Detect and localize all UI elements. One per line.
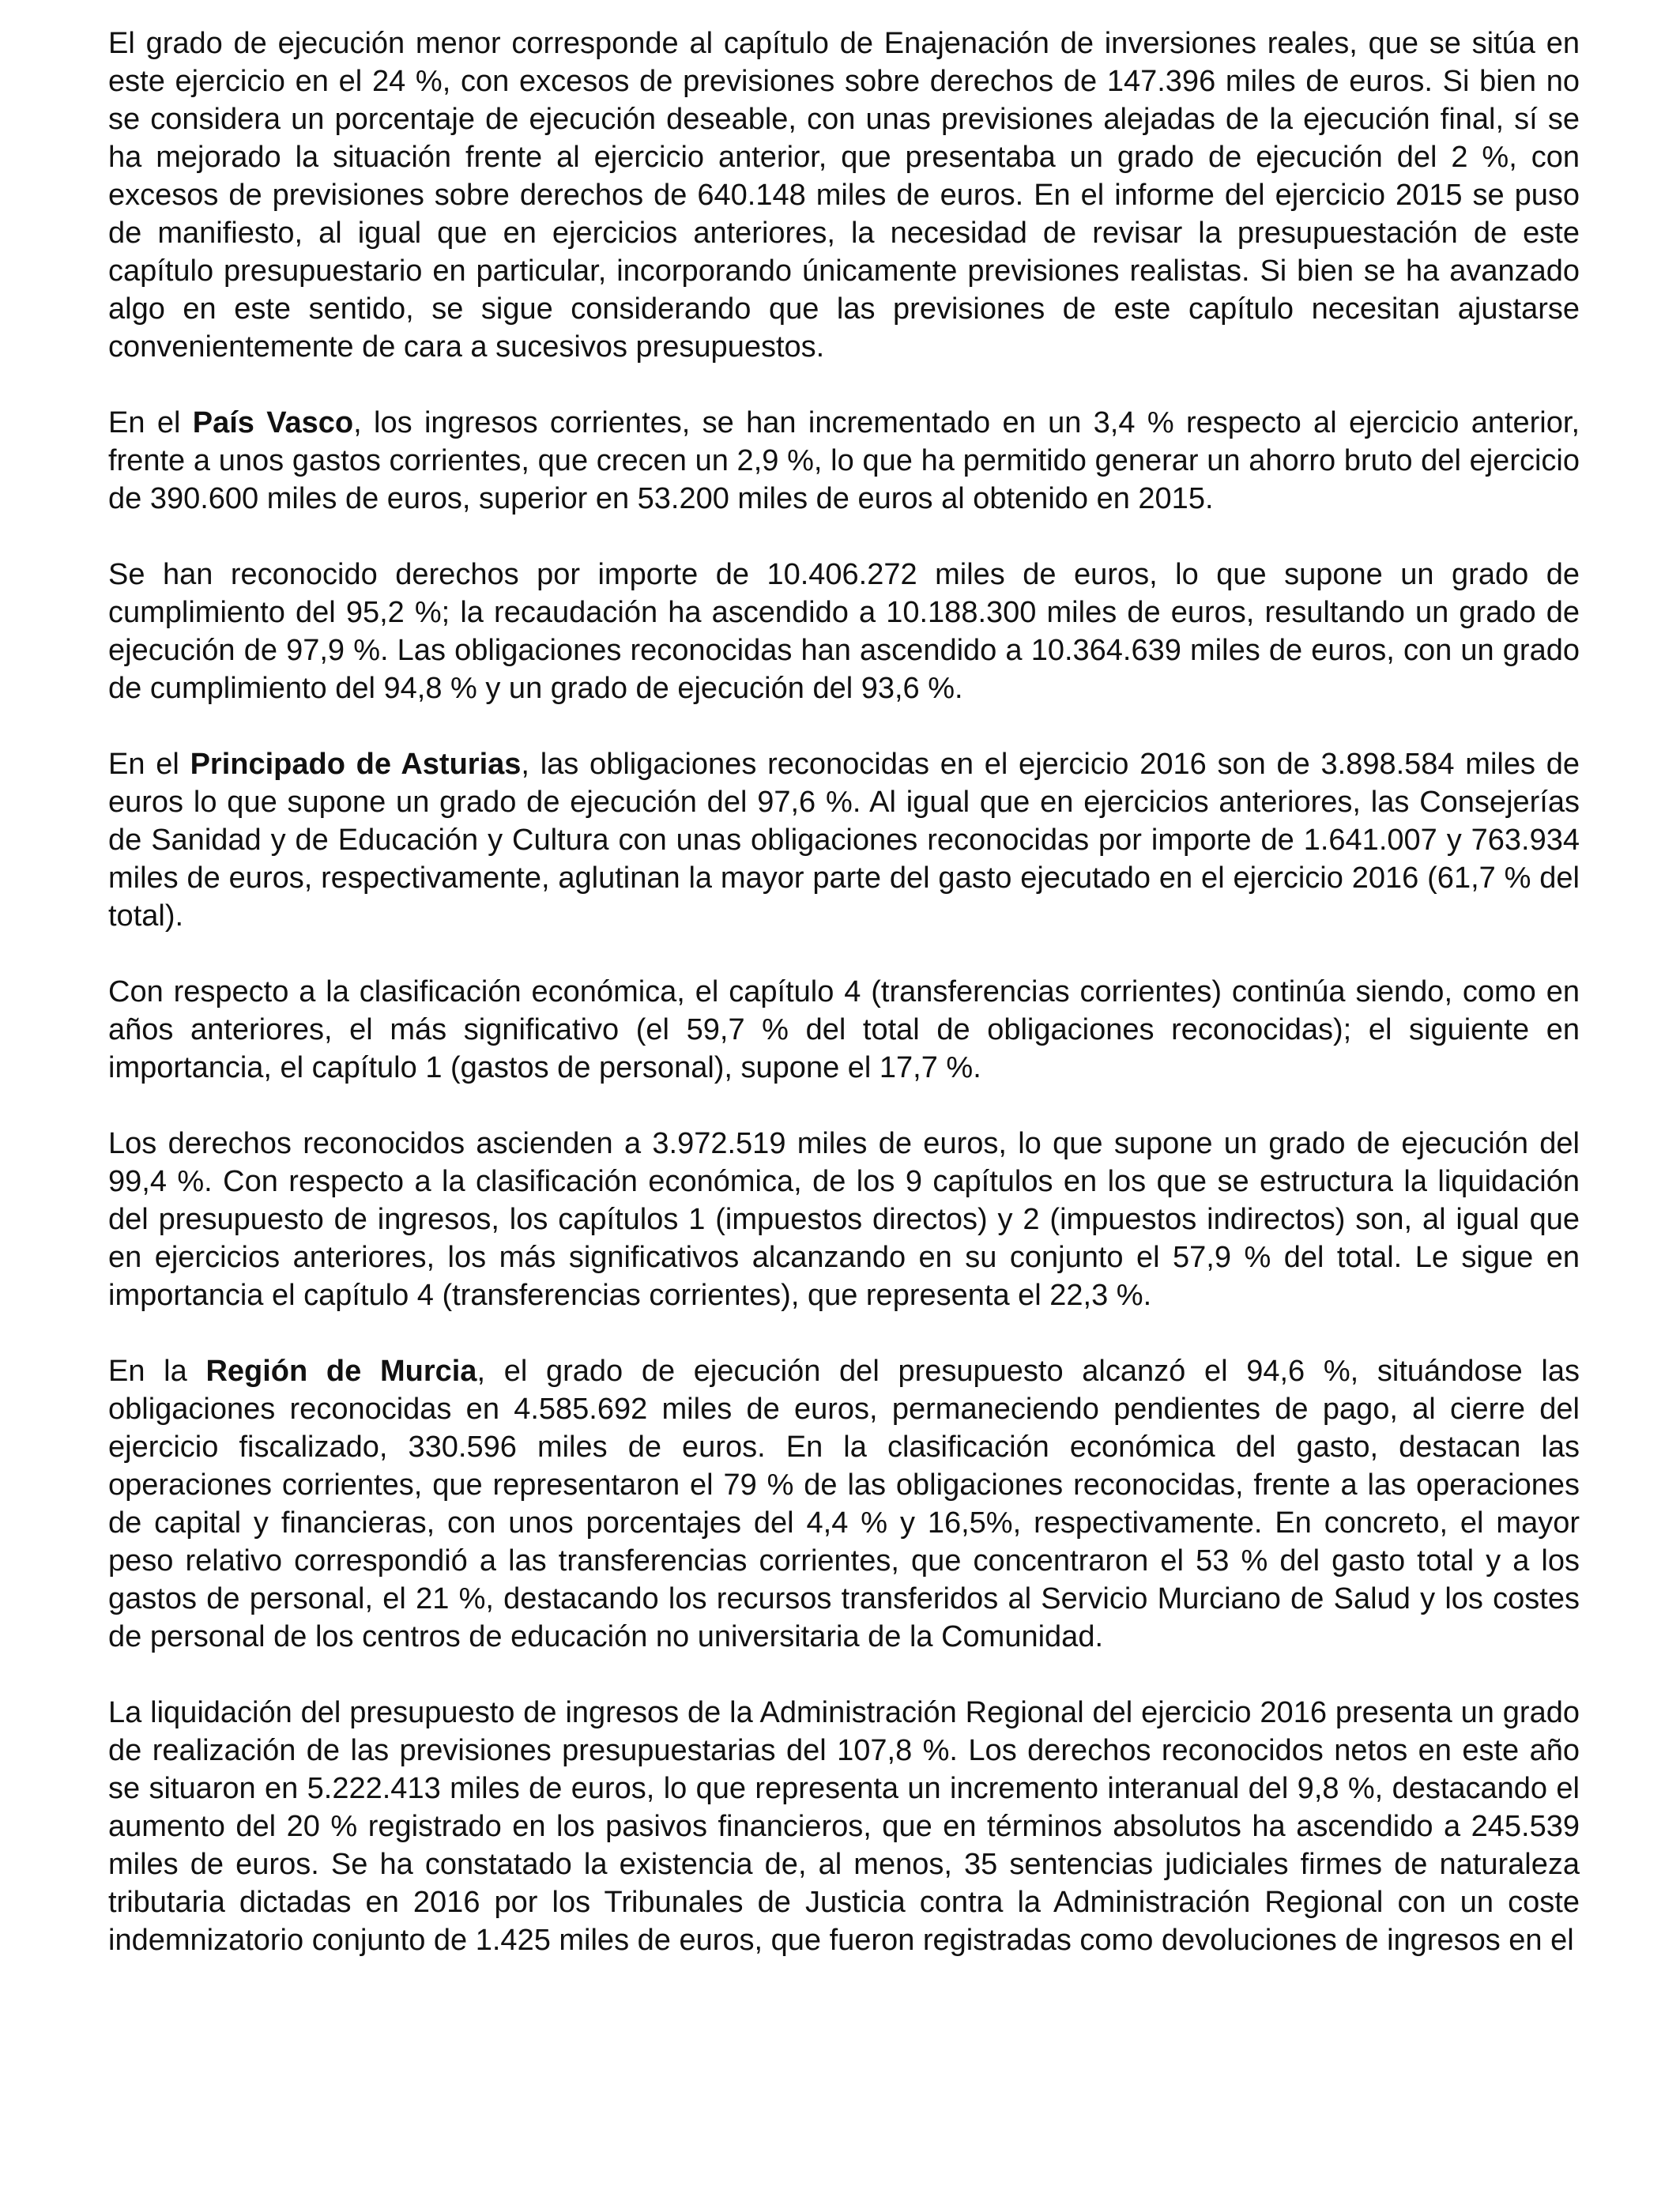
paragraph-murcia [108,1352,1580,1656]
region-name-murcia: Región de Murcia [205,1355,477,1388]
paragraph-text: En el [108,406,193,439]
paragraph-asturias [108,745,1580,935]
paragraph-text: En el [108,748,190,781]
paragraph-text: La liquidación del presupuesto de ingresos de la Administración Regional del ejercicio 2016 presenta un grado de realización de las previsiones presupuestarias del 107,8 %. Los derechos reconocidos netos en este año se situaron en 5.222.413 miles de euros, lo que representa un incremento interanual del 9,8 %, destacando el aumento del 20 % registrado en los pasivos financieros, que en términos absolutos ha ascendido a 245.539 miles de euros. Se ha constatado la existencia de, al menos, 35 sentencias judiciales firmes de naturaleza tributaria dictadas en 2016 por los Tribunales de Justicia contra la Administración Regional con un coste indemnizatorio conjunto de 1.425 miles de euros, que fueron registradas como devoluciones de ingresos en el [108,1696,1580,1957]
paragraph-text: En la [108,1355,206,1388]
paragraph-derechos-pais-vasco [108,556,1580,707]
paragraph-text: , el grado de ejecución del presupuesto alcanzó el 94,6 %, situándose las obligaciones reconocidas en 4.585.692 miles de euros, permaneciendo pendientes de pago, al cierre del ejercicio fiscalizado, 330.596 miles de euros. En la clasificación económica del gasto, destacan las operaciones corrientes, que representaron el 79 % de las obligaciones reconocidas, frente a las operaciones de capital y financieras, con unos porcentajes del 4,4 % y 16,5%, respectivamente. En concreto, el mayor peso relativo correspondió a las transferencias corrientes, que concentraron el 53 % del gasto total y a los gastos de personal, el 21 %, destacando los recursos transferidos al Servicio Murciano de Salud y los costes de personal de los centros de educación no universitaria de la Comunidad. [108,1355,1580,1653]
paragraph-derechos-asturias [108,1125,1580,1314]
paragraph-liquidacion-ingresos [108,1694,1580,1959]
paragraph-text: Con respecto a la clasificación económica, el capítulo 4 (transferencias corrientes) continúa siendo, como en años anteriores, el más significativo (el 59,7 % del total de obligaciones reconocidas); el siguiente en importancia, el capítulo 1 (gastos de personal), supone el 17,7 %. [108,975,1580,1084]
region-name-pais-vasco: País Vasco [192,406,354,439]
region-name-asturias: Principado de Asturias [190,748,522,781]
paragraph-text: Los derechos reconocidos ascienden a 3.972.519 miles de euros, lo que supone un grado de ejecución del 99,4 %. Con respecto a la clasificación económica, de los 9 capítulos en los que se estructura la liquidación del presupuesto de ingresos, los capítulos 1 (impuestos directos) y 2 (impuestos indirectos) son, al igual que en ejercicios anteriores, los más significativos alcanzando en su conjunto el 57,9 % del total. Le sigue en importancia el capítulo 4 (transferencias corrientes), que representa el 22,3 %. [108,1127,1580,1312]
document-page [108,25,1580,1997]
paragraph-text: Se han reconocido derechos por importe de 10.406.272 miles de euros, lo que supone un grado de cumplimiento del 95,2 %; la recaudación ha ascendido a 10.188.300 miles de euros, resultando un grado de ejecución de 97,9 %. Las obligaciones reconocidas han ascendido a 10.364.639 miles de euros, con un grado de cumplimiento del 94,8 % y un grado de ejecución del 93,6 %. [108,558,1580,705]
paragraph-clasificacion-economica [108,973,1580,1087]
paragraph-enajenacion [108,25,1580,366]
paragraph-text: El grado de ejecución menor corresponde al capítulo de Enajenación de inversiones reales, que se sitúa en este ejercicio en el 24 %, con excesos de previsiones sobre derechos de 147.396 miles de euros. Si bien no se considera un porcentaje de ejecución deseable, con unas previsiones alejadas de la ejecución final, sí se ha mejorado la situación frente al ejercicio anterior, que presentaba un grado de ejecución del 2 %, con excesos de previsiones sobre derechos de 640.148 miles de euros. En el informe del ejercicio 2015 se puso de manifiesto, al igual que en ejercicios anteriores, la necesidad de revisar la presupuestación de este capítulo presupuestario en particular, incorporando únicamente previsiones realistas. Si bien se ha avanzado algo en este sentido, se sigue considerando que las previsiones de este capítulo necesitan ajustarse convenientemente de cara a sucesivos presupuestos. [108,27,1580,364]
paragraph-text: , los ingresos corrientes, se han incrementado en un 3,4 % respecto al ejercicio anterior, frente a unos gastos corrientes, que crecen un 2,9 %, lo que ha permitido generar un ahorro bruto del ejercicio de 390.600 miles de euros, superior en 53.200 miles de euros al obtenido en 2015. [108,406,1580,515]
paragraph-pais-vasco [108,404,1580,518]
paragraph-text: , las obligaciones reconocidas en el ejercicio 2016 son de 3.898.584 miles de euros lo que supone un grado de ejecución del 97,6 %. Al igual que en ejercicios anteriores, las Consejerías de Sanidad y de Educación y Cultura con unas obligaciones reconocidas por importe de 1.641.007 y 763.934 miles de euros, respectivamente, aglutinan la mayor parte del gasto ejecutado en el ejercicio 2016 (61,7 % del total). [108,748,1580,933]
